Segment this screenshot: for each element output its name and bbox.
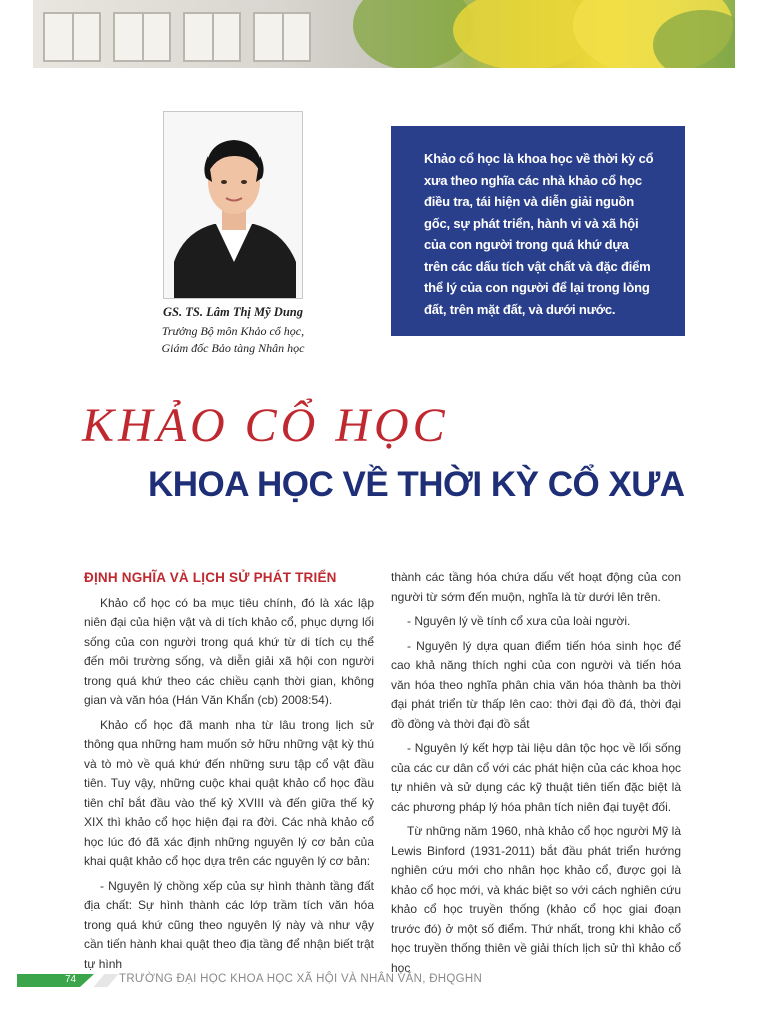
page-number: 74 [65, 974, 77, 985]
portrait-photo [163, 111, 303, 299]
portrait-caption-name: GS. TS. Lâm Thị Mỹ Dung [163, 305, 303, 319]
paragraph: - Nguyên lý dựa quan điểm tiến hóa sinh học để cao khả năng thích nghi của con người và tiến hóa văn hóa theo nghĩa phân chia văn hóa thành ba thời đại phát triển từ thấp lên cao: thời đại đồ đá, thời đại đồ đồng và thời đại đồ sắt [391, 638, 681, 731]
paragraph: thành các tầng hóa chứa dấu vết hoạt động của con người từ sớm đến muộn, nghĩa là từ dưới lên trên. [391, 570, 681, 604]
paragraph: Khảo cổ học có ba mục tiêu chính, đó là xác lập niên đại của hiện vật và di tích khảo cổ, phục dựng lối sống của con người trong quá khứ từ di tích cụ thể đến môi trường sống, và diễn giải xã hội con người trong quá khứ theo các chiều cạnh thời gian, không gian và văn hóa (Hán Văn Khẩn (cb) 2008:54). [84, 595, 374, 707]
footer-divider [94, 974, 119, 987]
header-banner-photo [33, 0, 735, 68]
article-subtitle: KHOA HỌC VỀ THỜI KỲ CỔ XƯA [148, 465, 685, 504]
left-column [84, 568, 374, 979]
caption-role-line: Trưởng Bộ môn Khảo cổ học, [161, 324, 305, 338]
paragraph: Khảo cổ học đã manh nha từ lâu trong lịch sử thông qua những ham muốn sở hữu những vật kỳ thú và tò mò về quá khứ đến những sưu tập cổ vật đầu tiên. Tuy vậy, những cuộc khai quật khảo cổ học đầu tiên chỉ bắt đầu vào thế kỷ XVIII và đến giữa thế kỷ XIX thì khảo cổ học hiện đại ra đời. Các nhà khảo cổ học lúc đó đã xác định những nguyên lý cơ bản của khai quật khảo cổ học dựa trên các nguyên lý cơ bản: [84, 717, 374, 868]
window-shape [113, 12, 171, 62]
paragraph: - Nguyên lý kết hợp tài liệu dân tộc học về lối sống của các cư dân cổ với các phát hiện của các khoa học tự nhiên và sử dụng các kỹ thuật tiên tiến đặc biệt là các phương pháp lý hóa phân tích niên đại tuyệt đối. [391, 741, 681, 814]
page-footer [17, 972, 757, 990]
paragraph: Từ những năm 1960, nhà khảo cổ học người Mỹ là Lewis Binford (1931-2011) bắt đầu phát triển hướng nghiên cứu mới cho nhân học khảo cổ, được gọi là khảo cổ học mới, và khác biệt so với cách nghiên cứu khảo cổ học truyền thống (khảo cổ học giai đoạn trước đó) ở một số điểm. Thứ nhất, trong khi khảo cổ học truyền thống thiên về giải thích lịch sử thì khảo cổ học [391, 824, 681, 975]
paragraph: - Nguyên lý về tính cổ xưa của loài người. [407, 614, 631, 628]
article-title: KHẢO CỔ HỌC [82, 399, 449, 452]
paragraph: - Nguyên lý chồng xếp của sự hình thành tầng đất địa chất: Sự hình thành các lớp trầm tích văn hóa trong quá khứ cũng theo nguyên lý này và như vậy cần tiến hành khai quật theo địa tầng để nhận biết trật tự hình [84, 878, 374, 971]
caption-role-line: Giám đốc Bảo tàng Nhân học [161, 341, 305, 355]
section-heading: ĐỊNH NGHĨA VÀ LỊCH SỬ PHÁT TRIỂN [84, 570, 337, 585]
footer-institution: TRƯỜNG ĐẠI HỌC KHOA HỌC XÃ HỘI VÀ NHÂN VĂN, ĐHQGHN [119, 973, 483, 985]
window-shape [183, 12, 241, 62]
window-shape [43, 12, 101, 62]
right-column [391, 568, 681, 983]
window-shape [253, 12, 311, 62]
portrait-illustration [164, 112, 303, 299]
portrait-caption-role [150, 323, 316, 357]
definition-quote-box: Khảo cổ học là khoa học về thời kỳ cổ xưa theo nghĩa các nhà khảo cổ học điều tra, tái hiện và diễn giải nguồn gốc, sự phát triển, hành vi và xã hội của con người trong quá khứ dựa trên các dấu tích vật chất và đặc điểm thể lý của con người để lại trong lòng đất, trên mặt đất, và dưới nước. [391, 126, 685, 336]
foliage [453, 0, 593, 68]
